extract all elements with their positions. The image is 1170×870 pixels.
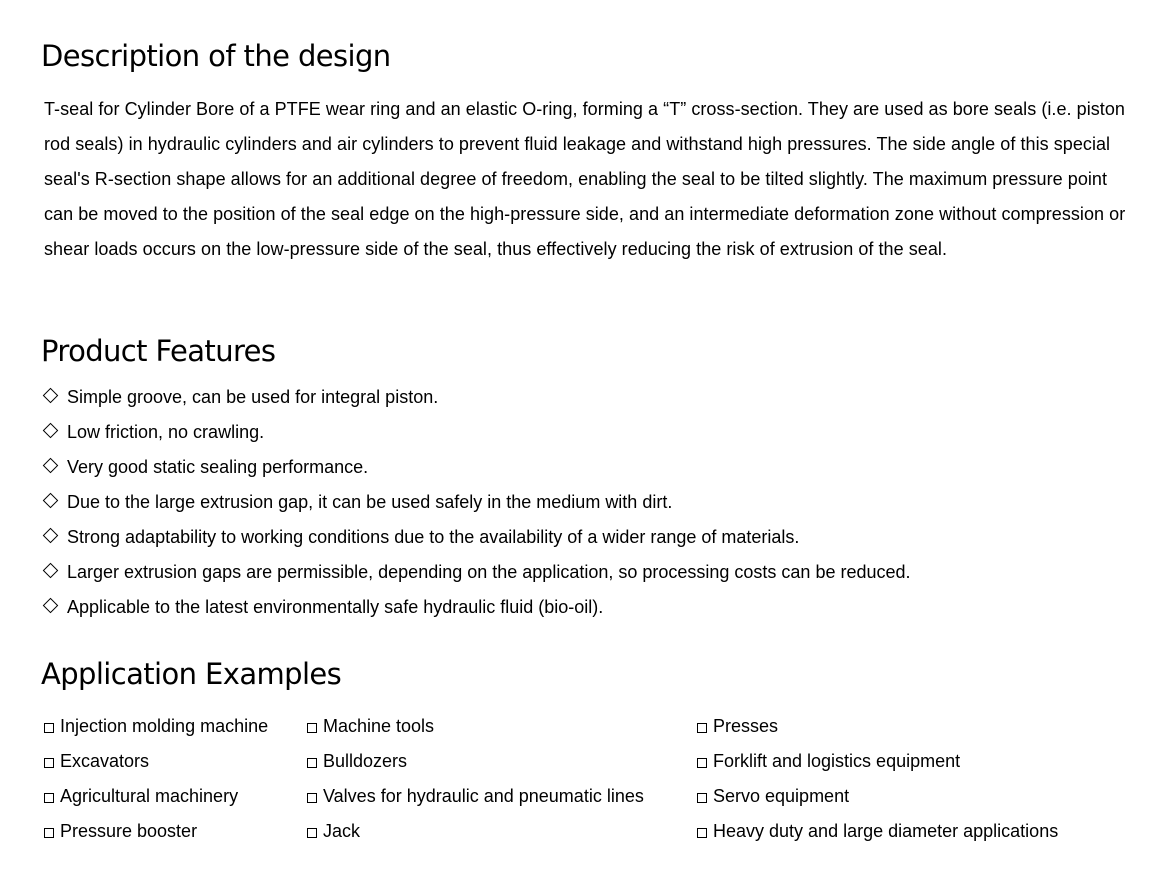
diamond-bullet-icon (43, 458, 59, 474)
square-bullet-icon (307, 793, 317, 803)
application-item (43, 744, 149, 779)
application-item (43, 814, 197, 849)
application-text: Forklift and logistics equipment (713, 751, 961, 771)
feature-text: Simple groove, can be used for integral piston. (67, 387, 439, 407)
square-bullet-icon (44, 828, 54, 838)
square-bullet-icon (44, 758, 54, 768)
application-text: Valves for hydraulic and pneumatic lines (323, 786, 644, 806)
application-item (696, 779, 849, 814)
square-bullet-icon (697, 758, 707, 768)
feature-text: Due to the large extrusion gap, it can be used safely in the medium with dirt. (67, 492, 673, 512)
feature-text: Low friction, no crawling. (67, 422, 265, 442)
diamond-bullet-icon (43, 493, 59, 509)
feature-text: Very good static sealing performance. (67, 457, 369, 477)
square-bullet-icon (697, 793, 707, 803)
application-text: Excavators (60, 751, 150, 771)
application-text: Agricultural machinery (60, 786, 239, 806)
feature-item (41, 590, 911, 625)
applications-heading: Application Examples (41, 657, 342, 691)
square-bullet-icon (307, 723, 317, 733)
application-item (306, 779, 644, 814)
diamond-bullet-icon (43, 388, 59, 404)
application-text: Servo equipment (713, 786, 850, 806)
application-item (43, 709, 268, 744)
application-item (696, 814, 1058, 849)
application-item (43, 779, 238, 814)
application-item (696, 709, 778, 744)
application-text: Injection molding machine (60, 716, 269, 736)
square-bullet-icon (44, 793, 54, 803)
feature-item (41, 520, 911, 555)
application-text: Bulldozers (323, 751, 408, 771)
application-text: Pressure booster (60, 821, 198, 841)
application-item (306, 814, 360, 849)
application-text: Machine tools (323, 716, 435, 736)
square-bullet-icon (697, 723, 707, 733)
feature-text: Applicable to the latest environmentally safe hydraulic fluid (bio-oil). (67, 597, 604, 617)
diamond-bullet-icon (43, 423, 59, 439)
feature-text: Larger extrusion gaps are permissible, depending on the application, so processing costs can be reduced. (67, 562, 911, 582)
diamond-bullet-icon (43, 598, 59, 614)
square-bullet-icon (307, 758, 317, 768)
diamond-bullet-icon (43, 563, 59, 579)
feature-item (41, 380, 911, 415)
application-text: Jack (323, 821, 361, 841)
feature-item (41, 555, 911, 590)
application-item (306, 709, 434, 744)
square-bullet-icon (307, 828, 317, 838)
description-heading: Description of the design (41, 39, 391, 73)
application-item (696, 744, 960, 779)
feature-text: Strong adaptability to working conditions due to the availability of a wider range of materials. (67, 527, 800, 547)
square-bullet-icon (44, 723, 54, 733)
feature-item (41, 450, 911, 485)
feature-item (41, 415, 911, 450)
diamond-bullet-icon (43, 528, 59, 544)
application-text: Heavy duty and large diameter applications (713, 821, 1059, 841)
square-bullet-icon (697, 828, 707, 838)
feature-item (41, 485, 911, 520)
description-paragraph: T-seal for Cylinder Bore of a PTFE wear ring and an elastic O-ring, forming a “T” cross-section. They are used as bore seals (i.e. piston rod seals) in hydraulic cylinders and air cylinders to prevent fluid leakage and withstand high pressures. The side angle of this special seal's R-section shape allows for an additional degree of freedom, enabling the seal to be tilted slightly. The maximum pressure point can be moved to the position of the seal edge on the high-pressure side, and an intermediate deformation zone without compression or shear loads occurs on the low-pressure side of the seal, thus effectively reducing the risk of extrusion of the seal. (44, 99, 1126, 259)
application-item (306, 744, 407, 779)
features-list (41, 380, 911, 625)
features-heading: Product Features (41, 334, 276, 368)
application-text: Presses (713, 716, 779, 736)
